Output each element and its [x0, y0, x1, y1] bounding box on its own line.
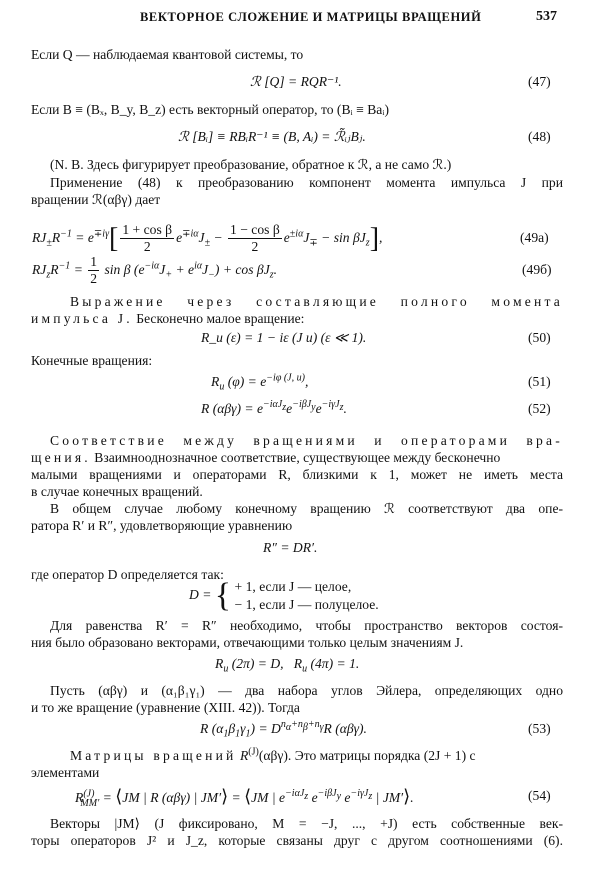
paragraph-equality-line1: Для равенства R′ = R″ необходимо, чтобы пространство векторов состоя-	[50, 618, 563, 633]
equation-number-50: (50)	[528, 330, 551, 345]
equation-number-47: (47)	[528, 74, 551, 89]
case-half-integer: − 1, если J — полуцелое.	[234, 597, 379, 612]
section-heading-total-momentum: Выражение через составляющие полного момента	[70, 294, 563, 309]
paragraph-equality-line2: ния было образовано векторами, отвечающими только целым значениям J.	[31, 635, 464, 650]
equation-number-51: (51)	[528, 374, 551, 389]
section-heading-correspondence-end: щения.	[31, 450, 91, 465]
equation-d-cases: D = { + 1, если J — целое, − 1, если J — полуцелое.	[189, 577, 379, 614]
equation-number-53: (53)	[528, 721, 551, 736]
equation-number-49a: (49a)	[520, 230, 549, 245]
equation-50: R_u (ε) = 1 − iε (J u) (ε ≪ 1).	[201, 330, 367, 345]
paragraph-two-operators-line1: В общем случае любому конечному вращению ℛ соответствуют два опе-	[50, 501, 563, 516]
paragraph-application-line1: Применение (48) к преобразованию компонент момента импульса J при	[50, 175, 563, 190]
paragraph-correspondence-text: Взаимнооднозначное соответствие, существующее между бесконечно	[90, 450, 501, 465]
paragraph-operator-d: где оператор D определяется так:	[31, 567, 224, 582]
case-integer: + 1, если J — целое,	[234, 579, 352, 594]
paragraph-eigenvectors-line1: Векторы |JM⟩ (J фиксировано, M = −J, ..., +J) есть собственные век-	[50, 816, 563, 831]
note-paragraph: (N. B. Здесь фигурирует преобразование, обратное к ℛ, а не само ℛ.)	[50, 157, 452, 172]
running-title: ВЕКТОРНОЕ СЛОЖЕНИЕ И МАТРИЦЫ ВРАЩЕНИЙ	[140, 10, 482, 24]
equation-52: R $(\alpha\beta\gamma) = e^{-i\alpha J_z}e^{-i\beta J_y}e^{-i\gamma J_z}$.	[201, 399, 347, 416]
equation-51: $R_u$ $(\varphi) = e^{-i\varphi (J, u)}$,	[211, 372, 309, 393]
page-number: 537	[536, 9, 557, 24]
paragraph-eigenvectors-line2: торы операторов J² и J_z, которые связаны друг с другом соотношениями (6).	[31, 833, 563, 848]
paragraph-vector-operator: Если B ≡ (Bₓ, B_y, B_z) есть векторный оператор, то (Bᵢ ≡ Baᵢ)	[31, 102, 390, 117]
paragraph-elements: элементами	[31, 765, 100, 780]
section-heading-correspondence: Соответствие между вращениями и операторами вра-	[50, 433, 563, 448]
equation-number-48: (48)	[528, 129, 551, 144]
equation-48: ℛ [Bᵢ] ≡ RBᵢR⁻¹ ≡ (B, Aᵢ) = ℛ̃ᵢⱼBⱼ.	[178, 129, 366, 144]
equation-r-periodicity: $R_u$ (2π) = D, $R_u$ (4π) = 1.	[215, 656, 360, 675]
paragraph-rotation-matrices-text: . Это матрицы порядка (2J + 1) с	[287, 748, 476, 763]
paragraph-two-operators-line2: ратора R′ и R″, удовлетворяющие уравнению	[31, 518, 293, 533]
paragraph-correspondence	[31, 449, 563, 466]
paragraph-finite-rotations: Конечные вращения:	[31, 353, 153, 368]
paragraph-application-line2: вращении ℛ(αβγ) дает	[31, 192, 161, 207]
equation-49a: $RJ_\pm R^{-1} = e^{\mp i\gamma}$[ $\frac{\text{1 + cos β}}{2}$ $e^{\mp i\alpha}J_\pm$ − $\frac{\text{1 − cos β}}{2}$ $e^{\pm i\alpha}J_\mp - \sin \beta J_z$],	[32, 222, 383, 255]
paragraph-finite-case: в случае конечных вращений.	[31, 484, 203, 499]
page-header	[0, 8, 600, 28]
section-heading-rotation-matrices: Матрицы вращений $R^{(J)}(\alpha\beta\gamma)$. Это матрицы порядка (2J + 1) с	[70, 746, 476, 763]
paragraph-observable: Если Q — наблюдаемая квантовой системы, то	[31, 47, 304, 62]
paragraph-small-rotations: малыми вращениями и операторами R, близкими к 1, может не иметь места	[31, 467, 563, 482]
section-heading-rotation-matrices-title: Матрицы вращений	[70, 748, 237, 763]
equation-47: ℛ [Q] = RQR⁻¹.	[250, 74, 342, 89]
equation-54: $R^{(J)}_{MM'}$ = ⟨JM | R (αβγ) | JM′⟩ = ⟨JM | $e^{-i\alpha J_z}$ $e^{-i\beta J_y}$ $e^{-i\gamma J_z}$ | JM′⟩.	[75, 786, 414, 809]
section-heading-continued: импульса J.	[31, 311, 133, 326]
equation-r-dr: R″ = DR′.	[263, 540, 318, 555]
paragraph-infinitesimal-text: Бесконечно малое вращение:	[132, 311, 305, 326]
equation-53: R $(\alpha_1\beta_1\gamma_1) = D^{n_\alpha+n_\beta+n_\gamma}R$ (αβγ).	[200, 719, 367, 740]
equation-49b: $RJ_zR^{-1}$ = $\frac{1}{2}$ sin β $(e^{-i\alpha}J_+ + e^{i\alpha}J_-) + \cos \beta J_z$.	[32, 254, 278, 287]
equation-number-49b: (49б)	[522, 262, 552, 277]
paragraph-euler-line2: и то же вращение (уравнение (XIII. 42)). Тогда	[31, 700, 300, 715]
equation-number-54: (54)	[528, 788, 551, 803]
paragraph-infinitesimal	[31, 310, 563, 327]
paragraph-euler-line1: Пусть (αβγ) и (α₁β₁γ₁) — два набора углов Эйлера, определяющих одно	[50, 683, 563, 698]
equation-number-52: (52)	[528, 401, 551, 416]
